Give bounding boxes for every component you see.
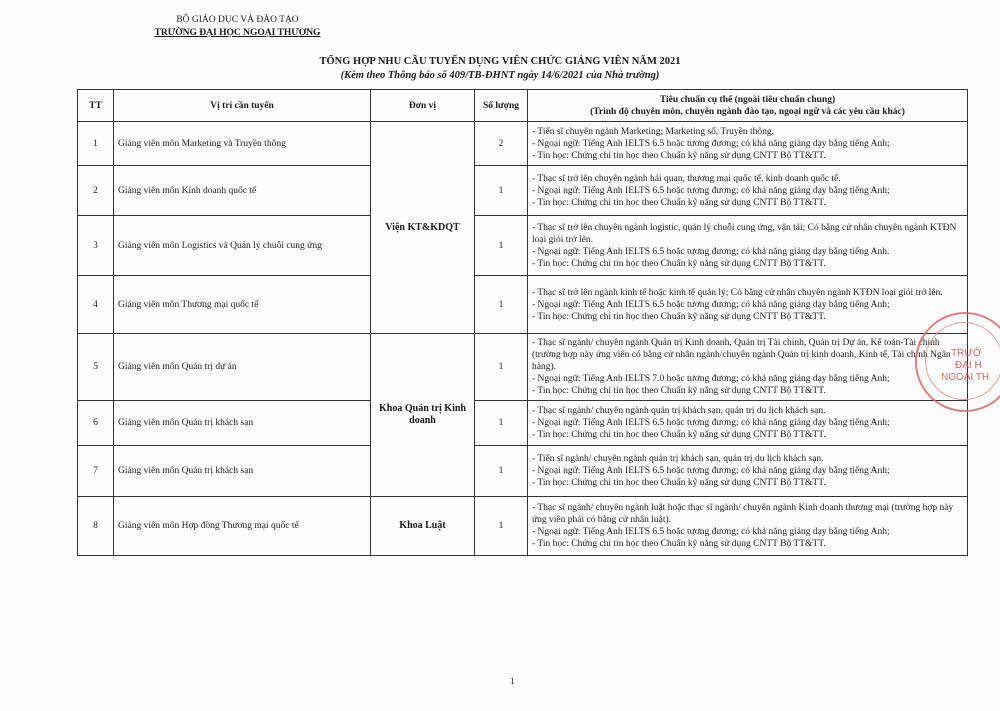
position-cell: Giảng viên môn Quản trị dự án (114, 334, 371, 401)
unit-cell: Khoa Quản trị Kinh doanh (371, 334, 475, 497)
row-number: 3 (78, 216, 114, 276)
row-number: 7 (78, 446, 114, 497)
requirement-line: - Thạc sĩ ngành/ chuyên ngành quản trị khách sạn, quản trị du lịch khách sạn. (532, 406, 826, 416)
header-req-title: Tiêu chuẩn cụ thể (ngoài tiêu chuẩn chung) (659, 94, 836, 105)
table-row (78, 401, 968, 446)
school-name: TRƯỜNG ĐẠI HỌC NGOẠI THƯƠNG (154, 28, 321, 38)
table-row (78, 446, 968, 497)
row-number: 5 (78, 334, 114, 401)
header-count: Số lượng (475, 90, 528, 122)
requirement-line: - Thạc sĩ trở lên chuyên ngành logistic, quản lý chuỗi cung ứng, vận tải; Có bằng cử nhân chuyên ngành KTĐN loại giỏi trở lên. (532, 222, 957, 245)
page-number: 1 (510, 676, 515, 686)
requirements-cell (528, 497, 968, 556)
requirement-line: - Tin học: Chứng chỉ tin học theo Chuẩn kỹ năng sử dụng CNTT Bộ TT&TT. (532, 539, 826, 549)
requirements-cell (528, 446, 968, 497)
requirement-line: - Tin học: Chứng chỉ tin học theo Chuẩn kỹ năng sử dụng CNTT Bộ TT&TT. (532, 311, 826, 322)
position-cell: Giảng viên môn Thương mại quốc tế (114, 276, 371, 334)
position-cell: Giảng viên môn Kinh doanh quốc tế (114, 166, 371, 216)
unit-cell: Viện KT&KDQT (371, 122, 475, 334)
count-cell: 1 (475, 216, 528, 276)
requirement-line: - Thạc sĩ ngành/ chuyên ngành luật hoặc thạc sĩ ngành/ chuyên ngành Kinh doanh thương mại (trường hợp này ứng viên phải có bằng cử nhân luật). (532, 503, 954, 525)
requirement-line: - Tin học: Chứng chỉ tin học theo Chuẩn kỹ năng sử dụng CNTT Bộ TT&TT. (532, 197, 826, 208)
position-cell: Giảng viên môn Logistics và Quản lý chuỗi cung ứng (114, 216, 371, 276)
row-number: 6 (78, 401, 114, 446)
requirements-cell (528, 334, 968, 401)
requirement-line: - Tin học: Chứng chỉ tin học theo Chuẩn kỹ năng sử dụng CNTT Bộ TT&TT. (532, 150, 826, 161)
position-cell: Giảng viên môn Quản trị khách sạn (114, 446, 371, 497)
table-row (78, 334, 968, 401)
header-unit: Đơn vị (371, 90, 475, 122)
requirement-line: - Ngoại ngữ: Tiếng Anh IELTS 6.5 hoặc tương đương; có khả năng giảng dạy bằng tiếng Anh; (532, 418, 890, 428)
requirement-line: - Thạc sĩ trở lên chuyên ngành hải quan, thương mại quốc tế, kinh doanh quốc tế. (532, 173, 841, 184)
count-cell: 1 (475, 166, 528, 216)
row-number: 1 (78, 122, 114, 166)
requirement-line: - Ngoại ngữ: Tiếng Anh IELTS 6.5 hoặc tương đương; có khả năng giảng dạy bằng tiếng Anh; (532, 299, 890, 310)
requirements-cell (528, 166, 968, 216)
requirement-line: - Thạc sĩ ngành/ chuyên ngành Quản trị Kinh doanh, Quản trị Tài chính, Quản trị Dự án, Kế toán-Tài chính (trường hợp này ứng viên có bằng cử nhân ngành/chuyên ngành Quản trị kinh doanh, Kinh tế, Tài chính Ngân hàng). (532, 338, 951, 372)
header-requirements (528, 90, 968, 122)
document-title: TỔNG HỢP NHU CẦU TUYỂN DỤNG VIÊN CHỨC GIẢNG VIÊN NĂM 2021 (319, 56, 681, 67)
requirement-line: - Tin học: Chứng chỉ tin học theo Chuẩn kỹ năng sử dụng CNTT Bộ TT&TT. (532, 258, 826, 269)
requirements-cell (528, 122, 968, 166)
seal-text-3: NGOẠI TH (941, 372, 990, 383)
table-header-row (78, 90, 968, 122)
recruitment-table (77, 89, 968, 556)
requirements-cell (528, 276, 968, 334)
requirement-line: - Ngoại ngữ: Tiếng Anh IELTS 6.5 hoặc tương đương; có khả năng giảng dạy bằng tiếng Anh; (532, 185, 890, 196)
requirements-cell (528, 401, 968, 446)
requirement-line: - Ngoại ngữ: Tiếng Anh IELTS 6.5 hoặc tương đương; có khả năng giảng dạy bằng tiếng Anh. (532, 246, 890, 257)
requirement-line: - Tin học: Chứng chỉ tin học theo Chuẩn kỹ năng sử dụng CNTT Bộ TT&TT. (532, 478, 826, 488)
requirement-line: - Ngoại ngữ: Tiếng Anh IELTS 6.5 hoặc tương đương; có khả năng giảng dạy bằng tiếng Anh; (532, 527, 890, 537)
requirement-line: - Thạc sĩ trở lên ngành kinh tế hoặc kinh tế quản lý; Có bằng cử nhân chuyên ngành KTĐN loại giỏi trở lên. (532, 287, 943, 298)
requirement-line: - Tiến sĩ ngành/ chuyên ngành quản trị khách sạn, quản trị du lịch khách sạn. (532, 454, 824, 464)
requirements-cell (528, 216, 968, 276)
requirement-line: - Tin học: Chứng chỉ tin học theo Chuẩn kỹ năng sử dụng CNTT Bộ TT&TT. (532, 386, 826, 396)
position-cell: Giảng viên môn Hợp đồng Thương mại quốc tế (114, 497, 371, 556)
row-number: 2 (78, 166, 114, 216)
count-cell: 1 (475, 334, 528, 401)
position-cell: Giảng viên môn Quản trị khách sạn (114, 401, 371, 446)
table-row (78, 276, 968, 334)
requirement-line: - Tiến sĩ chuyên ngành Marketing; Marketing số, Truyền thông. (532, 126, 774, 137)
header-tt: TT (78, 90, 114, 122)
table-row (78, 166, 968, 216)
count-cell: 2 (475, 122, 528, 166)
header-position: Vị trí cần tuyển (114, 90, 371, 122)
table-row (78, 122, 968, 166)
requirement-line: - Tin học: Chứng chỉ tin học theo Chuẩn kỹ năng sử dụng CNTT Bộ TT&TT. (532, 430, 826, 440)
row-number: 4 (78, 276, 114, 334)
seal-text-2: ĐẠI H (955, 360, 982, 371)
document-subtitle: (Kèm theo Thông báo số 409/TB-ĐHNT ngày 14/6/2021 của Nhà trường) (340, 70, 660, 81)
requirement-line: - Ngoại ngữ: Tiếng Anh IELTS 7.0 hoặc tương đương; có khả năng giảng dạy bằng tiếng Anh; (532, 374, 890, 384)
document-header (150, 14, 325, 40)
row-number: 8 (78, 497, 114, 556)
position-cell: Giảng viên môn Marketing và Truyền thông (114, 122, 371, 166)
seal-text-1: TRƯỜ (951, 348, 982, 359)
table-row (78, 497, 968, 556)
count-cell: 1 (475, 276, 528, 334)
requirement-line: - Ngoại ngữ: Tiếng Anh IELTS 6.5 hoặc tương đương; có khả năng giảng dạy bằng tiếng Anh; (532, 138, 890, 149)
unit-cell: Khoa Luật (371, 497, 475, 556)
count-cell: 1 (475, 446, 528, 497)
requirement-line: - Ngoại ngữ: Tiếng Anh IELTS 6.5 hoặc tương đương; có khả năng giảng dạy bằng tiếng Anh; (532, 466, 890, 476)
header-req-sub: (Trình độ chuyên môn, chuyên ngành đào tạo, ngoại ngữ và các yêu cầu khác) (590, 106, 905, 117)
count-cell: 1 (475, 497, 528, 556)
table-row (78, 216, 968, 276)
ministry-name: BỘ GIÁO DỤC VÀ ĐÀO TẠO (176, 15, 299, 25)
count-cell: 1 (475, 401, 528, 446)
